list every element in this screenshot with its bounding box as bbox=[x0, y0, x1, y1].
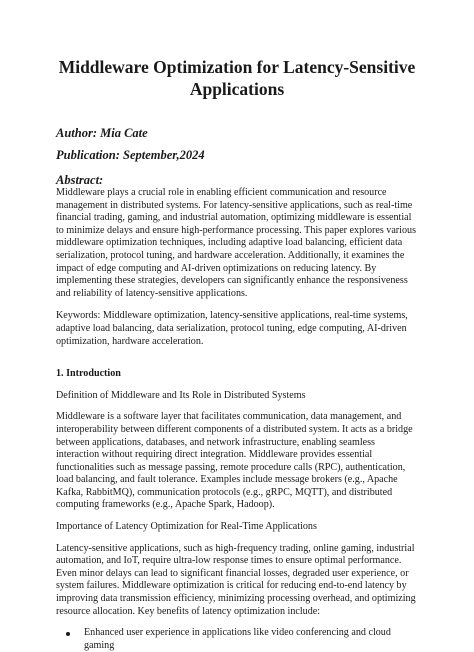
subheading-latency-importance: Importance of Latency Optimization for Real-Time Applications bbox=[56, 521, 317, 533]
list-item-text: Enhanced user experience in applications like video conferencing and cloud gaming bbox=[84, 627, 391, 651]
abstract-text: Middleware plays a crucial role in enabling efficient communication and resource management in distributed systems. For latency-sensitive applications, such as real-time financial trading, gaming, and industrial automation, optimizing middleware is essential to minimize delays and ensure high-performance processing. This paper explores various middleware optimization techniques, including adaptive load balancing, efficient data serialization, protocol tuning, and hardware acceleration. Additionally, it examines the impact of edge computing and AI-driven optimizations on reducing latency. By implementing these strategies, developers can significantly enhance the responsiveness and reliability of latency-sensitive applications. bbox=[56, 187, 416, 299]
abstract-heading: Abstract: bbox=[56, 173, 104, 187]
paper-title-line-1: Middleware Optimization for Latency-Sensitive bbox=[58, 57, 416, 77]
paper-title bbox=[56, 56, 418, 100]
publication-date: Publication: September,2024 bbox=[56, 148, 205, 162]
list-item bbox=[56, 627, 418, 652]
author-line: Author: Mia Cate bbox=[56, 126, 148, 140]
bullet-icon bbox=[66, 632, 70, 636]
paper-title-line-2: Applications bbox=[189, 79, 285, 99]
subheading-middleware-definition: Definition of Middleware and Its Role in Distributed Systems bbox=[56, 389, 306, 401]
keywords: Keywords: Middleware optimization, latency-sensitive applications, real-time systems, adaptive load balancing, data serialization, protocol tuning, edge computing, AI-driven optimization, hardware acceleration. bbox=[56, 310, 408, 347]
benefits-list bbox=[56, 627, 418, 652]
section-heading-introduction: 1. Introduction bbox=[56, 368, 121, 380]
paragraph-middleware-definition: Middleware is a software layer that facilitates communication, data management, and interoperability between different components of a distributed system. It acts as a bridge between applications, databases, and network infrastructure, enabling seamless interaction without requiring direct integration. Middleware provides essential functionalities such as message passing, remote procedure calls (RPC), authentication, load balancing, and fault tolerance. Examples include message brokers (e.g., Apache Kafka, RabbitMQ), communication protocols (e.g., gRPC, MQTT), and distributed computing frameworks (e.g., Apache Spark, Hadoop). bbox=[56, 411, 413, 511]
paragraph-latency-importance: Latency-sensitive applications, such as high-frequency trading, online gaming, industrial automation, and IoT, require ultra-low response times to ensure optimal performance. Even minor delays can lead to significant financial losses, degraded user experience, or system failures. Middleware optimization is critical for reducing end-to-end latency by improving data transmission efficiency, minimizing processing overhead, and optimizing resource allocation. Key benefits of latency optimization include: bbox=[56, 542, 416, 617]
